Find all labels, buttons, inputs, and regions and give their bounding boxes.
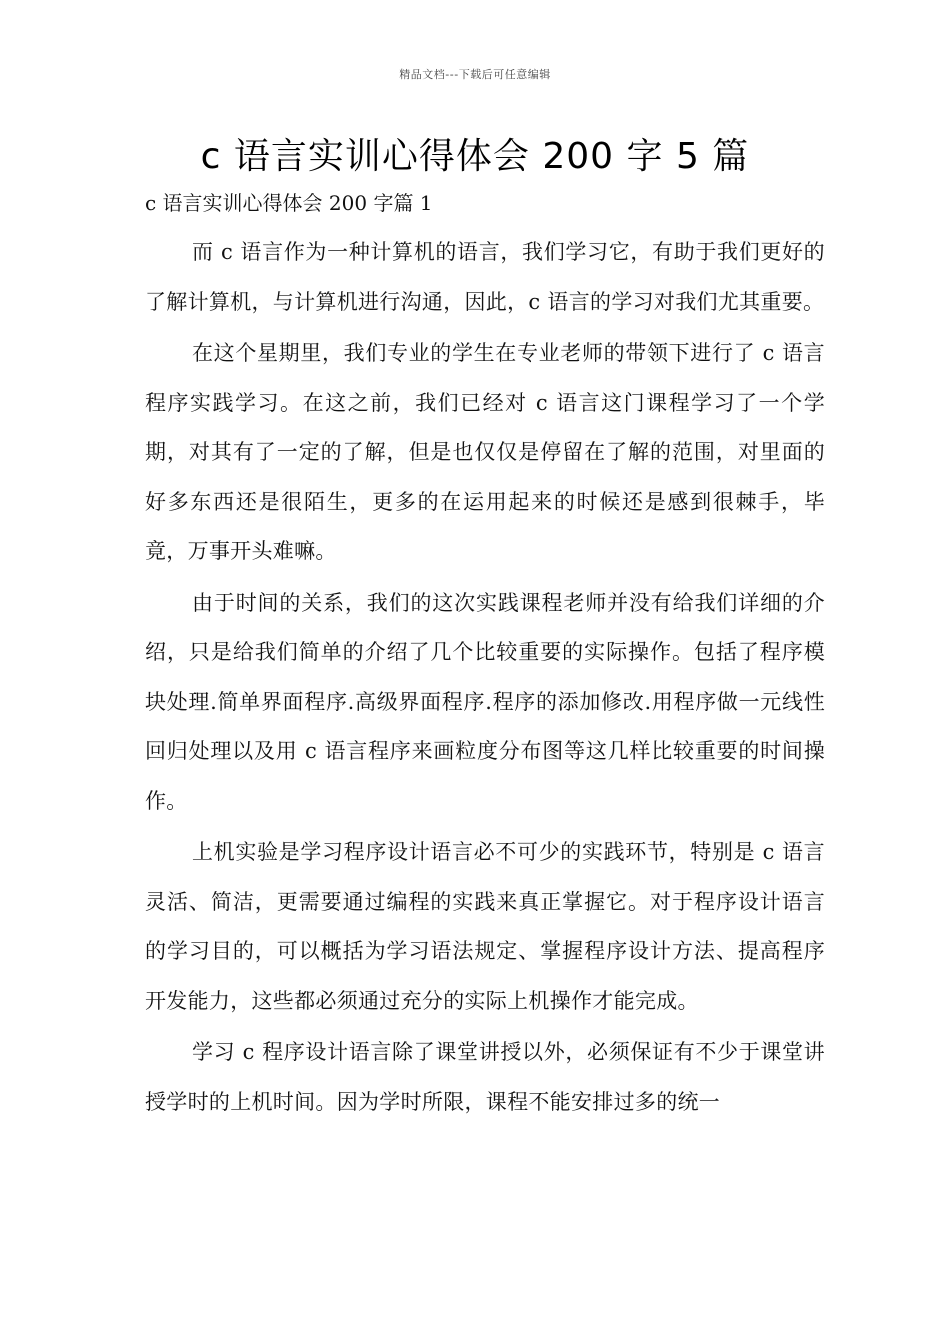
- paragraph-3: 由于时间的关系，我们的这次实践课程老师并没有给我们详细的介绍，只是给我们简单的介绍了几个比较重要的实际操作。包括了程序模块处理.简单界面程序.高级界面程序.程序的添加修改.用程序做一元线性回归处理以及用 c 语言程序来画粒度分布图等这几样比较重要的时间操作。: [145, 590, 825, 813]
- document-body: [145, 228, 825, 1129]
- header-note: 精品文档---下载后可任意编辑: [399, 68, 551, 81]
- paragraph-5: 学习 c 程序设计语言除了课堂讲授以外，必须保证有不少于课堂讲授学时的上机时间。因为学时所限，课程不能安排过多的统一: [145, 1040, 825, 1114]
- paragraph-2: 在这个星期里，我们专业的学生在专业老师的带领下进行了 c 语言程序实践学习。在这之前，我们已经对 c 语言这门课程学习了一个学期，对其有了一定的了解，但是也仅仅是停留在了解的范围，对里面的好多东西还是很陌生，更多的在运用起来的时候还是感到很棘手，毕竟，万事开头难嘛。: [145, 341, 825, 563]
- paragraph-4: 上机实验是学习程序设计语言必不可少的实践环节，特别是 c 语言灵活、简洁，更需要通过编程的实践来真正掌握它。对于程序设计语言的学习目的，可以概括为学习语法规定、掌握程序设计方法、提高程序开发能力，这些都必须通过充分的实际上机操作才能完成。: [145, 840, 825, 1013]
- paragraph-1: 而 c 语言作为一种计算机的语言，我们学习它，有助于我们更好的了解计算机，与计算机进行沟通，因此，c 语言的学习对我们尤其重要。: [145, 240, 825, 314]
- document-title: c 语言实训心得体会 200 字 5 篇: [200, 136, 750, 177]
- section-subheading: c 语言实训心得体会 200 字篇 1: [145, 191, 433, 215]
